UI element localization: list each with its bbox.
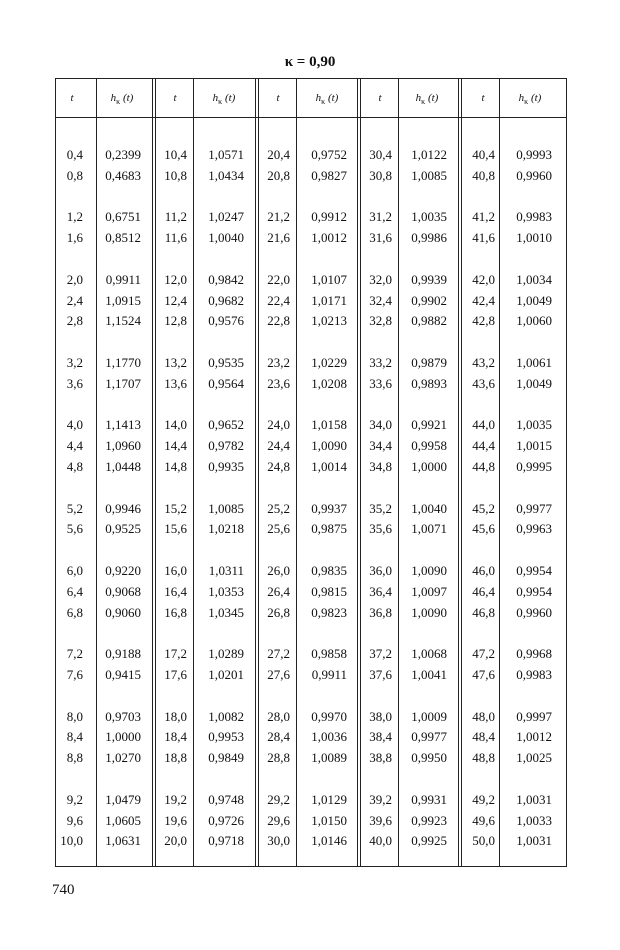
cell-h: 0,9682	[208, 292, 244, 308]
col-header-t: t	[173, 92, 177, 104]
cell-t: 18,4	[164, 729, 187, 745]
cell-t: 11,2	[164, 209, 187, 225]
cell-h: 1,0311	[208, 563, 244, 578]
cell-h: 1,1770	[105, 355, 141, 370]
cell-t: 41,6	[472, 230, 495, 246]
cell-h: 1,0061	[516, 355, 552, 370]
cell-h: 1,0107	[311, 271, 347, 287]
cell-t: 23,2	[267, 355, 290, 370]
cell-h: 1,0009	[411, 708, 447, 724]
cell-t: 19,2	[164, 791, 187, 807]
cell-t: 44,0	[472, 417, 495, 433]
cell-h: 0,9977	[516, 500, 552, 516]
col-header-t: t	[378, 92, 382, 104]
col-header-h-subscript: κ	[116, 97, 121, 107]
column-rule	[193, 79, 194, 866]
cell-h: 1,0270	[105, 750, 141, 766]
col-header-h	[505, 92, 555, 106]
cell-h: 0,9893	[411, 375, 447, 391]
cell-t: 24,0	[267, 417, 290, 433]
cell-h: 1,0201	[208, 667, 244, 682]
cell-t: 5,6	[66, 521, 83, 537]
col-header-h-argument: (t)	[325, 92, 339, 104]
cell-h: 1,0012	[311, 230, 347, 246]
cell-t: 13,2	[164, 355, 187, 370]
cell-t: 36,0	[369, 563, 392, 578]
cell-h: 0,9970	[311, 708, 347, 724]
cell-h: 1,0448	[105, 459, 141, 474]
cell-t: 7,2	[66, 646, 83, 662]
cell-t: 34,4	[369, 438, 392, 454]
cell-h: 0,9060	[105, 604, 141, 620]
cell-h: 0,9718	[208, 833, 244, 849]
col-header-h-subscript: κ	[524, 97, 529, 107]
cell-t: 47,2	[472, 646, 495, 662]
cell-h: 1,0068	[411, 646, 447, 662]
cell-t: 16,0	[164, 563, 187, 578]
cell-h: 0,9849	[208, 750, 244, 766]
cell-t: 5,2	[66, 500, 83, 516]
cell-h: 0,9960	[516, 604, 552, 620]
column-rule	[255, 79, 256, 866]
cell-t: 35,2	[369, 500, 392, 516]
cell-h: 0,9939	[411, 271, 447, 287]
cell-t: 30,8	[369, 167, 392, 183]
cell-h: 0,9923	[411, 812, 447, 828]
cell-t: 28,8	[267, 750, 290, 766]
cell-t: 26,0	[267, 563, 290, 578]
cell-h: 0,9954	[516, 563, 552, 578]
cell-t: 30,4	[369, 147, 392, 162]
cell-t: 30,0	[267, 833, 290, 849]
cell-h: 0,9946	[105, 500, 141, 516]
cell-h: 0,9960	[516, 167, 552, 183]
cell-h: 0,9827	[311, 167, 347, 183]
cell-t: 22,4	[267, 292, 290, 308]
cell-t: 38,4	[369, 729, 392, 745]
col-header-h-argument: (t)	[222, 92, 236, 104]
cell-t: 39,2	[369, 791, 392, 807]
col-header-h-symbol: h	[315, 92, 322, 104]
col-header-h-argument: (t)	[120, 92, 134, 104]
cell-h: 0,9858	[311, 646, 347, 662]
cell-h: 0,9977	[411, 729, 447, 745]
cell-t: 48,8	[472, 750, 495, 766]
cell-t: 14,8	[164, 459, 187, 474]
cell-t: 25,6	[267, 521, 290, 537]
cell-t: 31,6	[369, 230, 392, 246]
cell-h: 0,9911	[311, 667, 347, 682]
cell-t: 2,8	[66, 313, 83, 329]
cell-t: 1,2	[66, 209, 83, 225]
col-header-t: t	[481, 92, 485, 104]
cell-h: 0,9958	[411, 438, 447, 454]
cell-t: 12,8	[164, 313, 187, 329]
cell-t: 40,4	[472, 147, 495, 162]
cell-h: 0,9912	[311, 209, 347, 225]
cell-t: 34,8	[369, 459, 392, 474]
cell-t: 44,8	[472, 459, 495, 474]
cell-h: 0,9726	[208, 812, 244, 828]
cell-t: 17,2	[164, 646, 187, 662]
cell-t: 12,4	[164, 292, 187, 308]
column-rule	[296, 79, 297, 866]
col-header-h	[199, 92, 249, 106]
cell-h: 1,0025	[516, 750, 552, 766]
cell-t: 3,2	[66, 355, 83, 370]
cell-h: 0,9815	[311, 583, 347, 599]
cell-h: 0,9993	[516, 147, 552, 162]
cell-t: 4,8	[66, 459, 83, 474]
cell-h: 1,0010	[516, 230, 552, 246]
cell-h: 1,0208	[311, 375, 347, 391]
cell-h: 0,9415	[105, 667, 141, 682]
cell-h: 0,9879	[411, 355, 447, 370]
cell-t: 6,0	[66, 563, 83, 578]
cell-h: 0,9535	[208, 355, 244, 370]
cell-t: 8,8	[66, 750, 83, 766]
cell-h: 1,0031	[516, 791, 552, 807]
cell-h: 1,0000	[411, 459, 447, 474]
cell-h: 1,0129	[311, 791, 347, 807]
cell-t: 47,6	[472, 667, 495, 682]
cell-t: 20,4	[267, 147, 290, 162]
cell-h: 0,9911	[105, 271, 141, 287]
cell-t: 23,6	[267, 375, 290, 391]
cell-t: 2,0	[66, 271, 83, 287]
cell-h: 1,0631	[105, 833, 141, 849]
cell-h: 1,0289	[208, 646, 244, 662]
col-header-h-subscript: κ	[421, 97, 426, 107]
cell-t: 34,0	[369, 417, 392, 433]
cell-h: 1,0229	[311, 355, 347, 370]
cell-h: 1,0345	[208, 604, 244, 620]
cell-t: 49,6	[472, 812, 495, 828]
cell-h: 0,9823	[311, 604, 347, 620]
cell-h: 1,0150	[311, 812, 347, 828]
cell-t: 8,4	[66, 729, 83, 745]
cell-h: 1,1707	[105, 375, 141, 391]
col-header-h-symbol: h	[518, 92, 525, 104]
cell-t: 21,6	[267, 230, 290, 246]
cell-t: 27,2	[267, 646, 290, 662]
cell-h: 0,9983	[516, 209, 552, 225]
cell-t: 27,6	[267, 667, 290, 682]
cell-h: 0,9983	[516, 667, 552, 682]
cell-t: 49,2	[472, 791, 495, 807]
cell-h: 0,4683	[105, 167, 141, 183]
cell-h: 1,0090	[311, 438, 347, 454]
cell-h: 1,1524	[105, 313, 141, 329]
cell-h: 0,9950	[411, 750, 447, 766]
column-rule	[55, 79, 56, 866]
cell-h: 1,0049	[516, 375, 552, 391]
cell-h: 1,0171	[311, 292, 347, 308]
cell-t: 43,6	[472, 375, 495, 391]
column-rule	[152, 79, 153, 866]
cell-h: 1,0049	[516, 292, 552, 308]
cell-t: 4,0	[66, 417, 83, 433]
cell-h: 1,0122	[411, 147, 447, 162]
cell-t: 29,6	[267, 812, 290, 828]
cell-t: 39,6	[369, 812, 392, 828]
cell-t: 8,0	[66, 708, 83, 724]
cell-t: 11,6	[164, 230, 187, 246]
cell-t: 37,2	[369, 646, 392, 662]
cell-t: 46,4	[472, 583, 495, 599]
cell-t: 24,4	[267, 438, 290, 454]
cell-h: 0,9968	[516, 646, 552, 662]
cell-h: 0,9188	[105, 646, 141, 662]
cell-h: 1,0035	[411, 209, 447, 225]
cell-t: 18,8	[164, 750, 187, 766]
cell-h: 0,2399	[105, 147, 141, 162]
cell-h: 1,0353	[208, 583, 244, 599]
cell-t: 38,8	[369, 750, 392, 766]
col-header-h-subscript: κ	[321, 97, 326, 107]
cell-t: 42,4	[472, 292, 495, 308]
cell-t: 26,4	[267, 583, 290, 599]
col-header-h-symbol: h	[415, 92, 422, 104]
cell-t: 2,4	[66, 292, 83, 308]
col-header-h	[402, 92, 452, 106]
col-header-h-argument: (t)	[425, 92, 439, 104]
cell-t: 33,6	[369, 375, 392, 391]
col-header-h-symbol: h	[212, 92, 219, 104]
cell-h: 1,0060	[516, 313, 552, 329]
cell-t: 42,0	[472, 271, 495, 287]
cell-t: 35,6	[369, 521, 392, 537]
cell-t: 28,0	[267, 708, 290, 724]
cell-h: 1,0960	[105, 438, 141, 454]
cell-h: 1,0218	[208, 521, 244, 537]
cell-h: 0,6751	[105, 209, 141, 225]
cell-h: 1,0000	[105, 729, 141, 745]
cell-t: 36,4	[369, 583, 392, 599]
cell-t: 25,2	[267, 500, 290, 516]
cell-t: 24,8	[267, 459, 290, 474]
column-rule	[398, 79, 399, 866]
cell-t: 10,0	[60, 833, 83, 849]
cell-t: 22,0	[267, 271, 290, 287]
cell-t: 32,0	[369, 271, 392, 287]
cell-t: 46,8	[472, 604, 495, 620]
cell-h: 0,9986	[411, 230, 447, 246]
cell-h: 0,9875	[311, 521, 347, 537]
cell-t: 16,8	[164, 604, 187, 620]
column-rule	[96, 79, 97, 866]
cell-t: 26,8	[267, 604, 290, 620]
cell-t: 40,8	[472, 167, 495, 183]
cell-h: 1,0071	[411, 521, 447, 537]
cell-t: 28,4	[267, 729, 290, 745]
column-rule	[258, 79, 259, 866]
cell-t: 0,8	[66, 167, 83, 183]
cell-h: 0,9937	[311, 500, 347, 516]
cell-t: 16,4	[164, 583, 187, 599]
cell-h: 0,9995	[516, 459, 552, 474]
cell-h: 1,0605	[105, 812, 141, 828]
cell-t: 0,4	[66, 147, 83, 162]
cell-t: 45,6	[472, 521, 495, 537]
cell-t: 13,6	[164, 375, 187, 391]
col-header-t: t	[70, 92, 74, 104]
cell-h: 1,0158	[311, 417, 347, 433]
cell-t: 10,8	[164, 167, 187, 183]
cell-t: 48,0	[472, 708, 495, 724]
cell-t: 43,2	[472, 355, 495, 370]
cell-h: 1,0036	[311, 729, 347, 745]
cell-h: 1,0090	[411, 563, 447, 578]
cell-h: 0,9835	[311, 563, 347, 578]
cell-h: 0,9782	[208, 438, 244, 454]
cell-h: 0,9564	[208, 375, 244, 391]
cell-h: 1,0041	[411, 667, 447, 682]
cell-t: 7,6	[66, 667, 83, 682]
cell-t: 17,6	[164, 667, 187, 682]
cell-t: 21,2	[267, 209, 290, 225]
cell-h: 0,9963	[516, 521, 552, 537]
col-header-h-subscript: κ	[218, 97, 223, 107]
cell-h: 0,8512	[105, 230, 141, 246]
cell-h: 0,9925	[411, 833, 447, 849]
cell-h: 1,0571	[208, 147, 244, 162]
header-divider	[55, 117, 567, 118]
cell-h: 0,9953	[208, 729, 244, 745]
page-number: 740	[52, 882, 75, 898]
cell-t: 3,6	[66, 375, 83, 391]
cell-t: 15,6	[164, 521, 187, 537]
cell-h: 1,0479	[105, 791, 141, 807]
cell-h: 1,0146	[311, 833, 347, 849]
cell-t: 20,0	[164, 833, 187, 849]
cell-h: 1,0014	[311, 459, 347, 474]
column-rule	[566, 79, 567, 866]
cell-t: 36,8	[369, 604, 392, 620]
cell-h: 0,9882	[411, 313, 447, 329]
cell-t: 10,4	[164, 147, 187, 162]
cell-t: 42,8	[472, 313, 495, 329]
cell-h: 1,0033	[516, 812, 552, 828]
cell-h: 1,0040	[208, 230, 244, 246]
col-header-h	[302, 92, 352, 106]
cell-t: 45,2	[472, 500, 495, 516]
cell-t: 32,8	[369, 313, 392, 329]
cell-t: 9,2	[66, 791, 83, 807]
cell-t: 15,2	[164, 500, 187, 516]
cell-h: 1,0012	[516, 729, 552, 745]
cell-h: 1,0085	[411, 167, 447, 183]
column-rule	[458, 79, 459, 866]
cell-t: 48,4	[472, 729, 495, 745]
cell-t: 29,2	[267, 791, 290, 807]
cell-h: 0,9752	[311, 147, 347, 162]
cell-h: 1,0040	[411, 500, 447, 516]
column-rule	[357, 79, 358, 866]
cell-h: 1,0915	[105, 292, 141, 308]
data-table	[55, 78, 567, 867]
cell-h: 0,9954	[516, 583, 552, 599]
cell-h: 0,9748	[208, 791, 244, 807]
cell-h: 0,9703	[105, 708, 141, 724]
cell-h: 0,9921	[411, 417, 447, 433]
column-rule	[499, 79, 500, 866]
cell-h: 0,9068	[105, 583, 141, 599]
cell-h: 1,0097	[411, 583, 447, 599]
cell-t: 37,6	[369, 667, 392, 682]
cell-t: 14,4	[164, 438, 187, 454]
cell-t: 9,6	[66, 812, 83, 828]
cell-t: 22,8	[267, 313, 290, 329]
cell-t: 50,0	[472, 833, 495, 849]
cell-h: 1,0090	[411, 604, 447, 620]
table-heading: κ = 0,90	[284, 54, 336, 70]
cell-t: 19,6	[164, 812, 187, 828]
column-rule	[461, 79, 462, 866]
col-header-h	[97, 92, 147, 106]
cell-h: 0,9652	[208, 417, 244, 433]
cell-h: 0,9842	[208, 271, 244, 287]
cell-h: 0,9931	[411, 791, 447, 807]
cell-h: 0,9902	[411, 292, 447, 308]
cell-h: 0,9525	[105, 521, 141, 537]
cell-t: 14,0	[164, 417, 187, 433]
cell-h: 0,9997	[516, 708, 552, 724]
cell-h: 1,1413	[105, 417, 141, 433]
cell-h: 0,9935	[208, 459, 244, 474]
cell-t: 33,2	[369, 355, 392, 370]
cell-t: 31,2	[369, 209, 392, 225]
cell-h: 1,0082	[208, 708, 244, 724]
cell-t: 1,6	[66, 230, 83, 246]
cell-h: 1,0015	[516, 438, 552, 454]
cell-h: 1,0213	[311, 313, 347, 329]
cell-t: 6,4	[66, 583, 83, 599]
col-header-h-argument: (t)	[528, 92, 542, 104]
cell-t: 12,0	[164, 271, 187, 287]
cell-t: 18,0	[164, 708, 187, 724]
col-header-t: t	[276, 92, 280, 104]
cell-t: 6,8	[66, 604, 83, 620]
col-header-h-symbol: h	[110, 92, 117, 104]
cell-h: 1,0085	[208, 500, 244, 516]
cell-h: 1,0247	[208, 209, 244, 225]
column-rule	[360, 79, 361, 866]
cell-t: 20,8	[267, 167, 290, 183]
cell-h: 1,0089	[311, 750, 347, 766]
cell-h: 1,0035	[516, 417, 552, 433]
column-rule	[155, 79, 156, 866]
cell-t: 41,2	[472, 209, 495, 225]
cell-h: 0,9220	[105, 563, 141, 578]
cell-h: 1,0031	[516, 833, 552, 849]
cell-h: 0,9576	[208, 313, 244, 329]
cell-h: 1,0434	[208, 167, 244, 183]
cell-t: 46,0	[472, 563, 495, 578]
cell-t: 38,0	[369, 708, 392, 724]
cell-t: 32,4	[369, 292, 392, 308]
cell-h: 1,0034	[516, 271, 552, 287]
cell-t: 40,0	[369, 833, 392, 849]
cell-t: 44,4	[472, 438, 495, 454]
cell-t: 4,4	[66, 438, 83, 454]
